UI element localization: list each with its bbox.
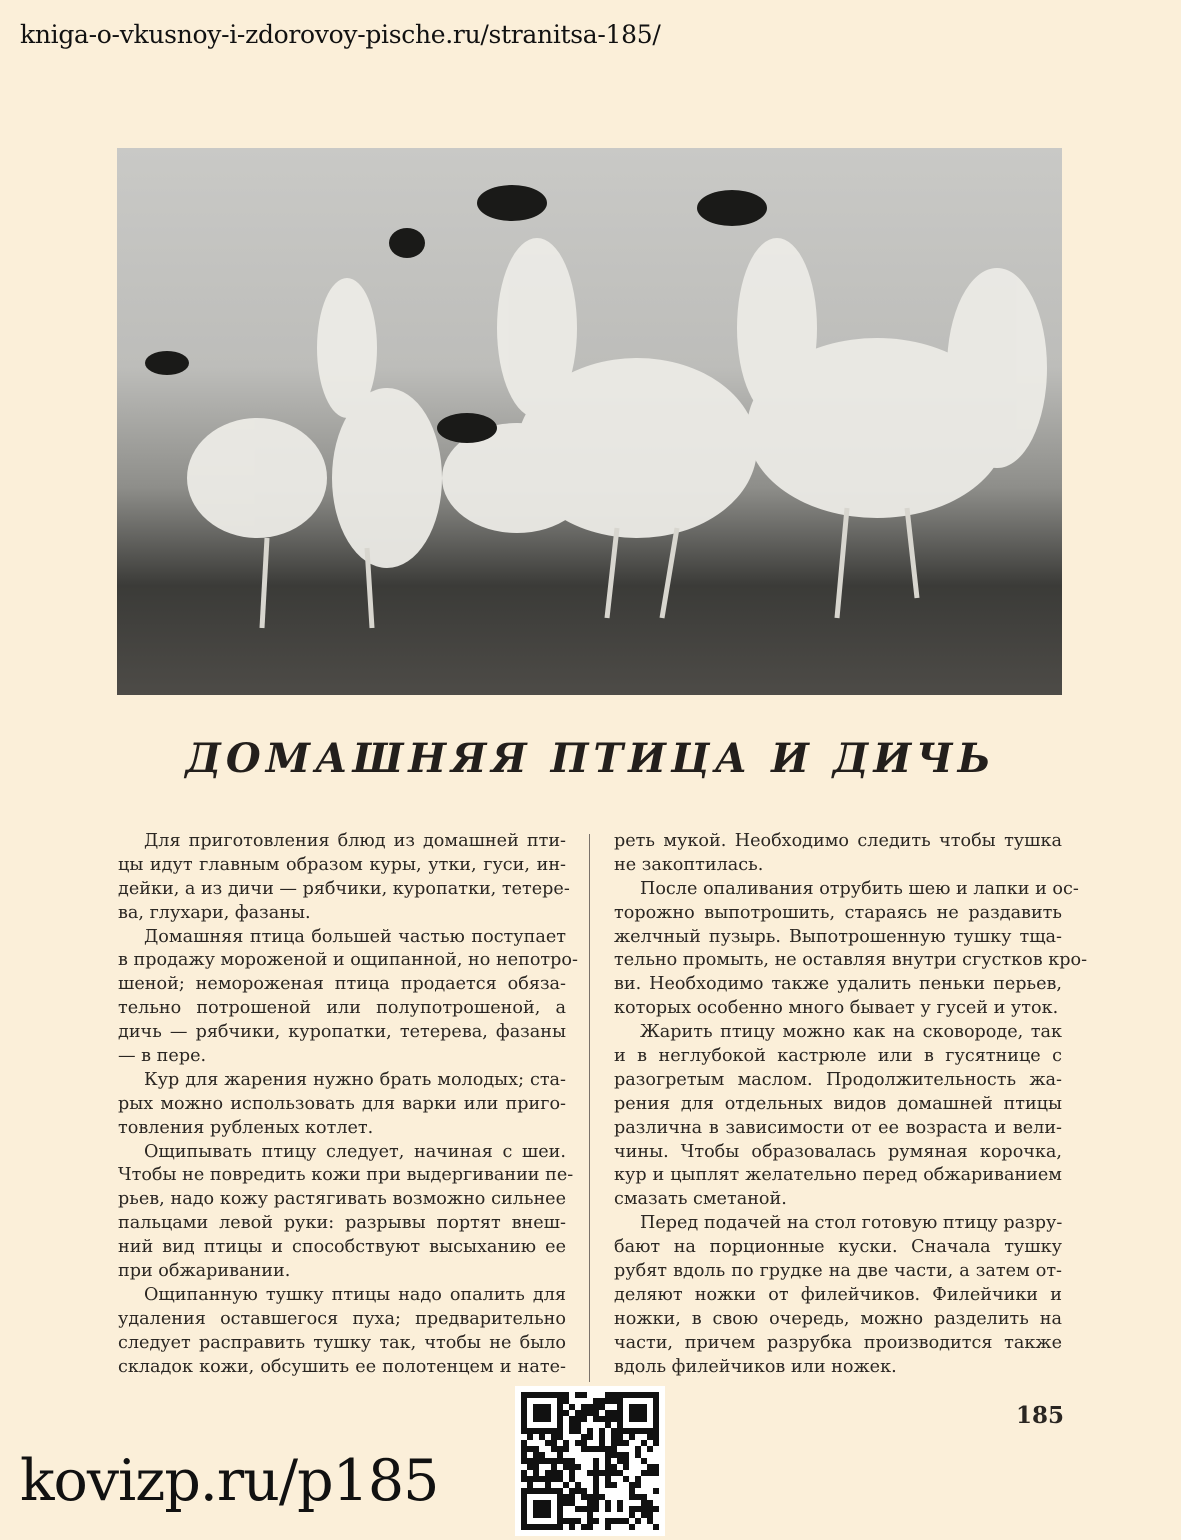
right-text-column [614,830,1088,1379]
text-line: части, причем разрубка производится также [614,1332,1062,1353]
text-line: дичь — рябчики, куропатки, тетерева, фазаны [118,1022,566,1043]
source-url[interactable]: kniga-o-vkusnoy-i-zdorovoy-pische.ru/stranitsa-185/ [20,20,661,49]
text-line: тельно потрошеной или полупотрошеной, а [118,998,566,1019]
chickens-illustration [117,148,1062,695]
text-line: разогретым маслом. Продолжительность жа- [614,1069,1062,1090]
text-line: Жарить птицу можно как на сковороде, так [640,1022,1062,1043]
text-line: кур и цыплят желательно перед обжариванием [614,1165,1062,1186]
text-line: складок кожи, обсушить ее полотенцем и нате- [118,1356,566,1377]
text-line: различна в зависимости от ее возраста и вели- [614,1117,1062,1138]
text-line: ви. Необходимо также удалить пеньки перьев, [614,974,1062,995]
text-line: бают на порционные куски. Сначала тушку [614,1237,1062,1258]
text-line: товления рубленых котлет. [118,1117,374,1138]
text-line: рьев, надо кожу растягивать возможно сильнее [118,1189,566,1210]
text-line: смазать сметаной. [614,1189,787,1210]
text-line: Кур для жарения нужно брать молодых; ста- [144,1069,566,1090]
text-line: ний вид птицы и способствуют высыханию ее [118,1237,566,1258]
text-line: ва, глухари, фазаны. [118,902,311,923]
text-line: рубят вдоль по грудке на две части, а затем от- [614,1261,1062,1282]
short-url[interactable]: kovizp.ru/p185 [20,1448,439,1514]
text-line: шеной; немороженая птица продается обяза- [118,974,566,995]
text-line: цы идут главным образом куры, утки, гуси, ин- [118,854,566,875]
text-line: реть мукой. Необходимо следить чтобы тушка [614,831,1062,851]
text-line: Ощипывать птицу следует, начиная с шеи. [144,1141,566,1162]
page-title: ДОМАШНЯЯ ПТИЦА И ДИЧЬ [185,735,996,782]
text-line: и в неглубокой кастрюле или в гусятнице с [614,1046,1062,1067]
text-line: следует расправить тушку так, чтобы не было [118,1332,566,1353]
text-line: пальцами левой руки: разрывы портят внеш- [118,1213,566,1234]
text-line: желчный пузырь. Выпотрошенную тушку тща- [614,926,1062,947]
page-number: 185 [1016,1402,1065,1429]
qr-code[interactable] [515,1386,665,1536]
text-line: ножки, в свою очередь, можно разделить на [614,1308,1062,1329]
column-divider [589,834,590,1382]
text-line: После опаливания отрубить шею и лапки и ос- [640,878,1079,899]
qr-code-image [515,1386,665,1536]
text-line: в продажу мороженой и ощипанной, но непотро- [118,950,578,971]
chickens-photo [117,148,1062,695]
text-line: Чтобы не повредить кожи при выдергивании пе- [118,1165,574,1186]
text-line: Для приготовления блюд из домашней пти- [144,831,566,851]
text-line: Ощипанную тушку птицы надо опалить для [144,1284,566,1305]
text-line: рых можно использовать для варки или приго- [118,1093,566,1114]
text-line: деляют ножки от филейчиков. Филейчики и [614,1284,1062,1305]
text-line: — в пере. [118,1046,207,1067]
text-line: дейки, а из дичи — рябчики, куропатки, тетере- [118,878,570,899]
text-line: тельно промыть, не оставляя внутри сгустков кро- [614,950,1088,971]
text-line: удаления оставшегося пуха; предварительно [118,1308,566,1329]
text-line: чины. Чтобы образовалась румяная корочка, [614,1141,1062,1162]
text-line: Домашняя птица большей частью поступает [144,926,566,947]
text-line: торожно выпотрошить, стараясь не раздавить [614,902,1062,923]
text-line: рения для отдельных видов домашней птицы [614,1093,1062,1114]
text-line: не закоптилась. [614,854,764,875]
text-line: вдоль филейчиков или ножек. [614,1356,897,1377]
text-line: Перед подачей на стол готовую птицу разру- [640,1213,1063,1234]
text-line: которых особенно много бывает у гусей и уток. [614,998,1059,1019]
left-text-column [118,830,578,1379]
text-line: при обжаривании. [118,1261,291,1282]
